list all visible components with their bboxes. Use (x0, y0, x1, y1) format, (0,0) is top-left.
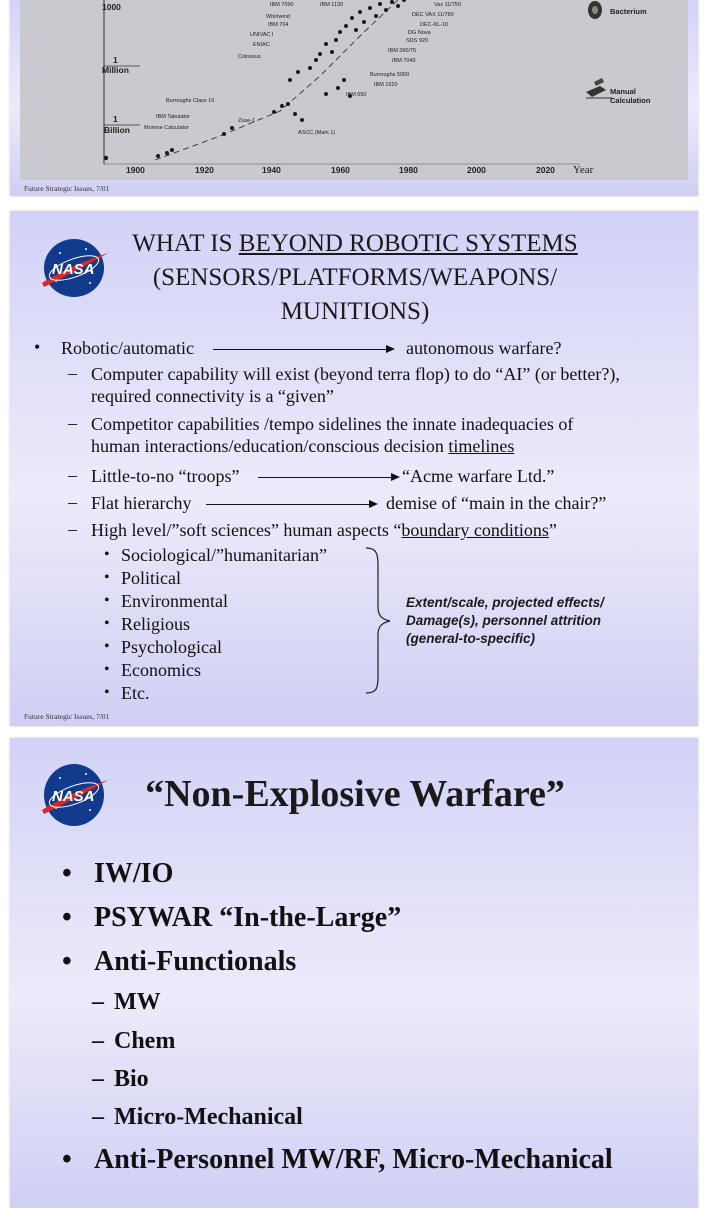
y-label-1b: 1 (113, 114, 118, 124)
x-label-2000: 2000 (467, 165, 486, 175)
chart-svg (20, 0, 688, 180)
slide-non-explosive-warfare (10, 738, 698, 1208)
sub-chem: Chem (114, 1028, 176, 1054)
slide-computing-power-chart (10, 0, 698, 196)
title-line1-underlined: BEYOND ROBOTIC SYSTEMS (238, 230, 578, 257)
dash-marker: – (68, 519, 77, 539)
list-dot: • (104, 684, 110, 701)
x-label-1900: 1900 (126, 165, 145, 175)
title-line2: (SENSORS/PLATFORMS/WEAPONS/ (152, 264, 558, 291)
data-point (308, 66, 312, 70)
aspect-religious: Religious (121, 614, 191, 634)
label-univac-i: UNIVAC I (250, 32, 274, 38)
label-dec-vax: DEC VAX 11/780 (412, 12, 454, 18)
dash-marker: – (68, 413, 77, 433)
bullet-dot: • (34, 337, 41, 357)
label-vax-11-750: Vax 11/750 (434, 2, 462, 8)
label-dec-kl-10: DEC-KL-10 (420, 22, 449, 28)
list-dot: • (104, 638, 110, 655)
label-burroughs-class-16: Burroughs Class 16 (166, 98, 215, 104)
list-dot: • (104, 569, 110, 586)
sub-hierarchy-right: demise of “main in the chair?” (386, 493, 607, 513)
curly-brace-icon (362, 545, 392, 695)
label-ibm-1620: IBM 1620 (374, 82, 398, 88)
sub-soft-sciences-text: High level/”soft sciences” human aspects “ (91, 520, 402, 540)
sub-soft-sciences (91, 519, 557, 541)
arrow-right-icon (206, 504, 376, 505)
data-point (330, 50, 334, 54)
data-point (336, 86, 340, 90)
data-point (104, 156, 108, 160)
arrow-right-icon (213, 349, 393, 350)
label-sds-920: SDS 920 (406, 38, 429, 44)
data-point (358, 10, 362, 14)
slide-title (120, 227, 590, 329)
data-point (156, 154, 160, 158)
data-point (350, 16, 354, 20)
list-dot: • (104, 546, 110, 563)
nasa-logo-text: NASA (52, 261, 95, 278)
data-point (396, 4, 400, 8)
data-point (300, 118, 304, 122)
data-point (170, 148, 174, 152)
label-ascc: ASCC (Mark 1) (298, 130, 336, 136)
slide-title: “Non-Explosive Warfare” (145, 773, 565, 815)
sub-computer-line2: required connectivity is a “given” (91, 386, 334, 406)
sub-mw: MW (114, 989, 161, 1015)
data-point (272, 110, 276, 114)
x-label-1920: 1920 (195, 165, 214, 175)
title-line1-prefix: WHAT IS (132, 230, 239, 257)
data-point (293, 112, 297, 116)
dash-marker: – (92, 1104, 104, 1130)
data-point (362, 20, 366, 24)
dash-marker: – (92, 989, 104, 1015)
note-line3: (general-to-specific) (406, 631, 536, 646)
label-manual: Manual (610, 87, 636, 96)
slide-footer: Future Strategic Issues, 7/01 (24, 184, 110, 193)
data-point (280, 104, 284, 108)
data-point (390, 0, 394, 4)
data-point (324, 92, 328, 96)
dash-marker: – (92, 1028, 104, 1054)
label-ibm-650: IBM 650 (346, 92, 367, 98)
y-label-1000: 1000 (102, 2, 121, 12)
sub-bio: Bio (114, 1066, 149, 1092)
nasa-logo (38, 762, 110, 828)
sub-soft-sciences-close: ” (548, 520, 557, 540)
data-point (334, 38, 338, 42)
label-eniac: ENIAC (253, 42, 270, 48)
sub-computer-line1: Computer capability will exist (beyond terra flop) to do “AI” (or better?), (91, 364, 620, 384)
data-point (378, 2, 382, 6)
note-line1: Extent/scale, projected effects/ (406, 595, 604, 610)
data-point (288, 78, 292, 82)
sub-boundary-conditions: boundary conditions (401, 520, 549, 540)
data-point (324, 42, 328, 46)
data-point (344, 24, 348, 28)
aspect-political: Political (121, 568, 181, 588)
y-label-million: Million (102, 65, 129, 75)
data-point (368, 6, 372, 10)
slide-footer: Future Strategic Issues, 7/01 (24, 712, 110, 721)
sub-competitor-timelines: timelines (448, 436, 515, 456)
x-label-1980: 1980 (399, 165, 418, 175)
data-point (286, 102, 290, 106)
sub-competitor-line2 (91, 435, 514, 457)
bullet-anti-personnel: Anti-Personnel MW/RF, Micro-Mechanical (94, 1144, 613, 1175)
arrow-right-icon (258, 477, 398, 478)
aspect-environmental: Environmental (121, 591, 228, 611)
label-zuse-1: Zuse-1 (238, 118, 256, 124)
data-point (402, 0, 406, 2)
label-ibm-704: IBM 704 (268, 22, 289, 28)
bullet-iw-io: IW/IO (94, 858, 174, 889)
x-label-year: Year (573, 164, 594, 176)
sub-micro-mechanical: Micro-Mechanical (114, 1104, 303, 1130)
data-point (342, 78, 346, 82)
dash-marker: – (68, 363, 77, 383)
list-dot: • (104, 615, 110, 632)
nasa-logo-text: NASA (52, 788, 95, 805)
bullet-anti-functionals: Anti-Functionals (94, 946, 297, 977)
list-dot: • (104, 592, 110, 609)
label-burroughs-5000: Burroughs 5000 (370, 72, 410, 78)
label-dg-nova: DG Nova (408, 30, 431, 36)
y-label-1a: 1 (113, 55, 118, 65)
label-whirlwind: Whirlwind (266, 14, 290, 20)
aspect-economics: Economics (121, 660, 201, 680)
effects-note (406, 594, 604, 648)
label-ibm-360: IBM 360/75 (388, 48, 417, 54)
label-monroe-calculator: Monroe Calculator (144, 125, 189, 131)
label-ibm-7040: IBM 7040 (392, 58, 416, 64)
aspect-etc: Etc. (121, 683, 150, 703)
data-point (230, 126, 234, 130)
x-label-2020: 2020 (536, 165, 555, 175)
data-points (104, 0, 406, 160)
x-label-1960: 1960 (331, 165, 350, 175)
bullet-dot: • (62, 858, 72, 889)
data-point (318, 52, 322, 56)
list-dot: • (104, 661, 110, 678)
dash-marker: – (68, 465, 77, 485)
note-line2: Damage(s), personnel attrition (406, 613, 602, 628)
label-colossus: Colossus (238, 54, 261, 60)
bullet-dot: • (62, 946, 72, 977)
slide-beyond-robotic-systems (10, 211, 698, 726)
data-point (354, 28, 358, 32)
label-ibm-1130: IBM 1130 (320, 2, 344, 8)
sub-hierarchy-left: Flat hierarchy (91, 493, 192, 513)
label-calculation: Calculation (610, 96, 651, 105)
aspect-psychological: Psychological (121, 637, 222, 657)
dash-marker: – (68, 492, 77, 512)
sub-troops-left: Little-to-no “troops” (91, 466, 240, 486)
nasa-logo (38, 237, 110, 299)
bullet-dot: • (62, 902, 72, 933)
hand-calculation-icon (586, 78, 612, 98)
label-ibm-tabulator: IBM Tabulator (156, 114, 190, 120)
y-label-billion: Billion (104, 125, 130, 135)
data-point (165, 151, 169, 155)
data-point (374, 14, 378, 18)
data-point (222, 132, 226, 136)
bullet-robotic-right: autonomous warfare? (406, 338, 562, 358)
dash-marker: – (92, 1066, 104, 1092)
title-line3: MUNITIONS) (280, 298, 430, 325)
data-point (314, 58, 318, 62)
x-label-1940: 1940 (262, 165, 281, 175)
aspect-sociological: Sociological/”humanitarian” (121, 545, 327, 565)
data-point (338, 30, 342, 34)
sub-troops-right: “Acme warfare Ltd.” (402, 466, 555, 486)
sub-competitor-line1: Competitor capabilities /tempo sidelines the innate inadequacies of (91, 414, 574, 434)
bacterium-icon (588, 1, 602, 19)
label-ibm-7090: IBM 7090 (270, 2, 294, 8)
bullet-robotic-left: Robotic/automatic (61, 338, 194, 358)
bullet-dot: • (62, 1144, 72, 1175)
data-point (296, 70, 300, 74)
sub-competitor-line2-text: human interactions/education/conscious decision (91, 436, 449, 456)
data-point (384, 8, 388, 12)
computing-evolution-chart (20, 0, 688, 180)
label-bacterium: Bacterium (610, 7, 647, 16)
bullet-psywar: PSYWAR “In-the-Large” (94, 902, 402, 933)
